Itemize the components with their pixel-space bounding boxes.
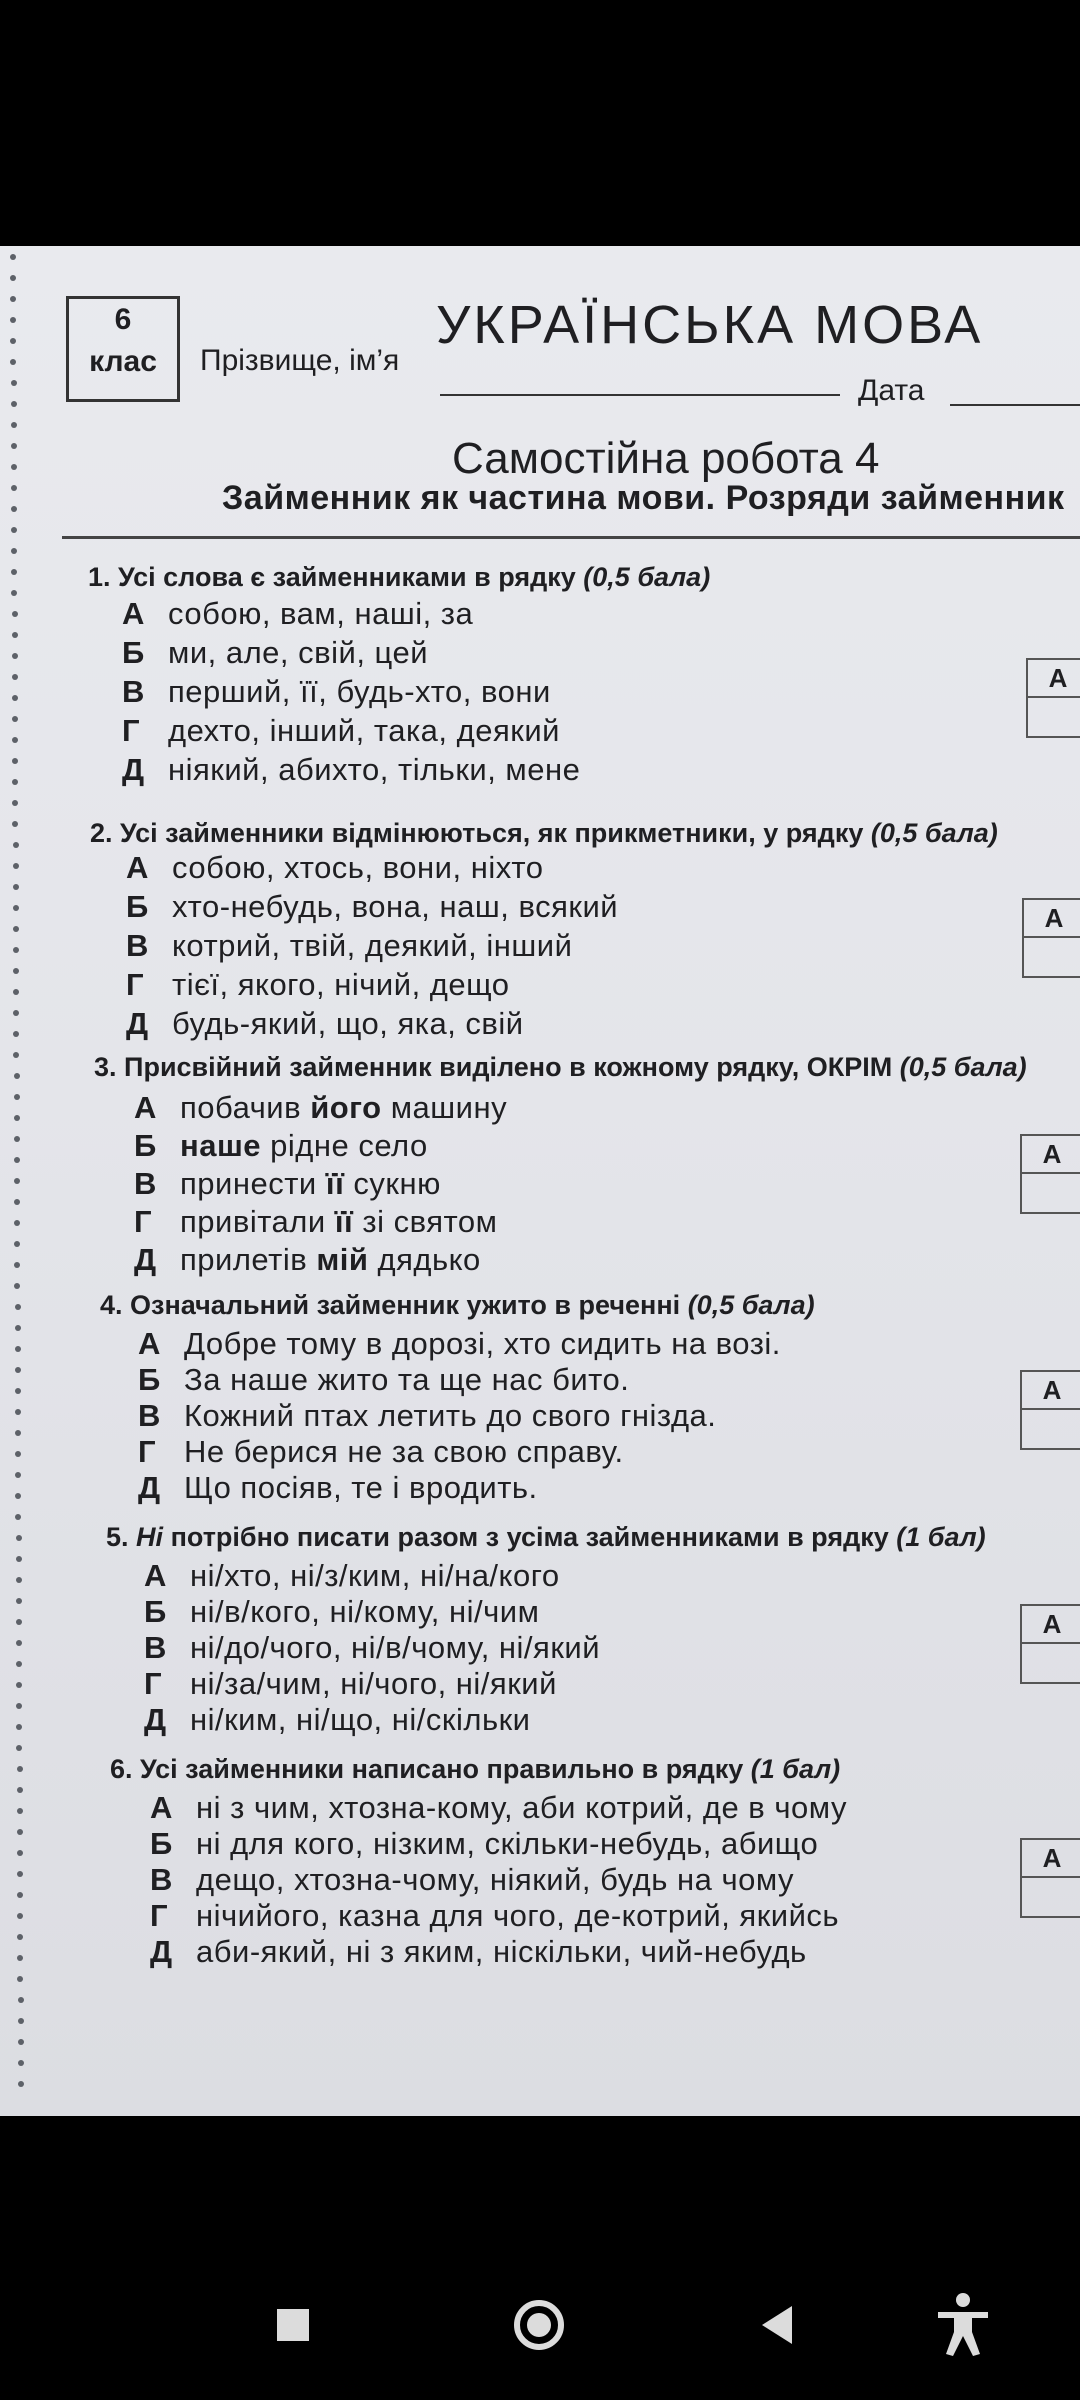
binding-hole — [17, 1808, 23, 1814]
binding-hole — [10, 317, 16, 323]
question-2-title — [90, 818, 998, 849]
binding-hole — [14, 1178, 20, 1184]
question-points: (1 бал) — [896, 1522, 986, 1552]
question-6-answer-box[interactable] — [1020, 1838, 1080, 1918]
option-text: собою, вам, наші, за — [168, 596, 474, 631]
option-letter: Д — [138, 1470, 161, 1505]
binding-hole — [15, 1472, 21, 1478]
option-letter: Г — [126, 967, 145, 1002]
option-letter: В — [138, 1398, 161, 1433]
binding-hole — [10, 296, 16, 302]
option-text: хто-небудь, вона, наш, всякий — [172, 889, 619, 924]
option-letter: Б — [126, 889, 149, 924]
answer-label: А — [1028, 660, 1080, 698]
binding-hole — [15, 1325, 21, 1331]
option-letter: В — [126, 928, 149, 963]
question-1-answer-box[interactable] — [1026, 658, 1080, 738]
option-text: ні/хто, ні/з/ким, ні/на/кого — [190, 1558, 560, 1593]
binding-hole — [11, 506, 17, 512]
question-5-option-e[interactable] — [144, 1702, 530, 1738]
option-letter: А — [144, 1558, 167, 1593]
question-number: 2. — [90, 818, 113, 848]
binding-hole — [18, 2060, 24, 2066]
binding-hole — [17, 1955, 23, 1961]
binding-hole — [18, 2081, 24, 2087]
binding-hole — [15, 1388, 21, 1394]
question-number: 5. — [106, 1522, 129, 1552]
binding-hole — [13, 968, 19, 974]
question-2-answer-box[interactable] — [1022, 898, 1080, 978]
option-letter: Б — [122, 635, 145, 670]
question-3-answer-box[interactable] — [1020, 1134, 1080, 1214]
binding-hole — [14, 1199, 20, 1205]
option-highlighted-word: наше — [180, 1128, 262, 1163]
question-1-title — [88, 562, 710, 593]
question-text: Усі займенники написано правильно в рядку — [140, 1754, 744, 1784]
name-line — [440, 394, 840, 396]
question-3-option-e[interactable] — [134, 1242, 481, 1278]
binding-hole — [13, 989, 19, 995]
grade-word: клас — [89, 345, 157, 378]
option-letter: Б — [150, 1826, 173, 1861]
option-letter: Д — [150, 1934, 173, 1969]
option-letter: А — [138, 1326, 161, 1361]
question-1-option-b[interactable] — [122, 635, 428, 671]
option-text-pre: прилетів — [180, 1242, 317, 1277]
question-number: 4. — [100, 1290, 123, 1320]
question-text: Присвійний займенник виділено в кожному рядку, ОКРІМ — [124, 1052, 893, 1082]
question-1-option-a[interactable] — [122, 596, 473, 632]
question-keyword-ni: Ні — [136, 1522, 164, 1552]
binding-holes — [6, 246, 22, 2116]
question-3-option-a[interactable] — [134, 1090, 507, 1126]
binding-hole — [15, 1514, 21, 1520]
binding-hole — [14, 1094, 20, 1100]
question-number: 1. — [88, 562, 111, 592]
question-2-option-e[interactable] — [126, 1006, 524, 1042]
option-letter: В — [150, 1862, 173, 1897]
answer-label: А — [1022, 1372, 1080, 1410]
option-letter: А — [122, 596, 145, 631]
binding-hole — [10, 275, 16, 281]
option-text: ніякий, абихто, тільки, мене — [168, 752, 581, 787]
binding-hole — [18, 2018, 24, 2024]
option-letter: В — [144, 1630, 167, 1665]
binding-hole — [14, 1241, 20, 1247]
binding-hole — [14, 1220, 20, 1226]
option-text-pre: побачив — [180, 1090, 311, 1125]
question-4-title — [100, 1290, 815, 1321]
question-2-option-d[interactable] — [126, 967, 510, 1003]
binding-hole — [17, 1829, 23, 1835]
option-text-post: машину — [381, 1090, 508, 1125]
question-text: потрібно писати разом з усіма займенниками в рядку — [170, 1522, 889, 1552]
answer-label: А — [1024, 900, 1080, 938]
binding-hole — [12, 695, 18, 701]
binding-hole — [10, 254, 16, 260]
binding-hole — [13, 1010, 19, 1016]
question-4-option-e[interactable] — [138, 1470, 538, 1506]
question-6-option-c[interactable] — [150, 1862, 794, 1898]
binding-hole — [15, 1346, 21, 1352]
binding-hole — [15, 1451, 21, 1457]
option-text: ні/ким, ні/що, ні/скільки — [190, 1702, 531, 1737]
option-highlighted-word: її — [325, 1166, 345, 1201]
binding-hole — [11, 464, 17, 470]
answer-label: А — [1022, 1606, 1080, 1644]
binding-hole — [11, 485, 17, 491]
option-letter: В — [122, 674, 145, 709]
binding-hole — [14, 1073, 20, 1079]
option-text: перший, її, будь-хто, вони — [168, 674, 551, 709]
date-label: Дата — [858, 374, 925, 407]
option-text: ми, але, свій, цей — [168, 635, 429, 670]
binding-hole — [13, 905, 19, 911]
grade-number: 6 — [114, 303, 132, 336]
accessibility-icon — [918, 2280, 1008, 2370]
binding-hole — [11, 422, 17, 428]
binding-hole — [11, 548, 17, 554]
option-text: ні/до/чого, ні/в/чому, ні/який — [190, 1630, 601, 1665]
binding-hole — [11, 569, 17, 575]
question-3-title — [94, 1052, 1027, 1083]
option-letter: Д — [134, 1242, 157, 1277]
question-text: Усі слова є займенниками в рядку — [118, 562, 576, 592]
binding-hole — [15, 1493, 21, 1499]
subject-title: УКРАЇНСЬКА МОВА — [436, 295, 984, 355]
option-text-pre: привітали — [180, 1204, 335, 1239]
question-6-option-e[interactable] — [150, 1934, 807, 1970]
option-letter: Г — [144, 1666, 163, 1701]
binding-hole — [17, 1976, 23, 1982]
question-4-option-a[interactable] — [138, 1326, 781, 1362]
option-letter: В — [134, 1166, 157, 1201]
option-text: дехто, інший, така, деякий — [168, 713, 560, 748]
answer-label: А — [1022, 1840, 1080, 1878]
option-highlighted-word: її — [334, 1204, 354, 1239]
binding-hole — [13, 863, 19, 869]
option-text-post: дядько — [368, 1242, 481, 1277]
option-letter: Д — [122, 752, 145, 787]
binding-hole — [13, 947, 19, 953]
option-text-pre: принести — [180, 1166, 326, 1201]
question-5-option-d[interactable] — [144, 1666, 557, 1702]
date-line — [950, 404, 1080, 406]
accessibility-button[interactable] — [918, 2280, 1008, 2370]
option-highlighted-word: мій — [316, 1242, 369, 1277]
binding-hole — [17, 1892, 23, 1898]
option-letter: Г — [138, 1434, 157, 1469]
binding-hole — [16, 1682, 22, 1688]
option-text: собою, хтось, вони, ніхто — [172, 850, 544, 885]
question-points: (0,5 бала) — [899, 1052, 1027, 1082]
binding-hole — [13, 926, 19, 932]
option-letter: Б — [138, 1362, 161, 1397]
option-text-post: зі святом — [353, 1204, 498, 1239]
binding-hole — [11, 527, 17, 533]
question-4-answer-box[interactable] — [1020, 1370, 1080, 1450]
binding-hole — [16, 1598, 22, 1604]
question-4-option-d[interactable] — [138, 1434, 624, 1470]
option-text: аби-який, ні з яким, ніскільки, чий-небудь — [196, 1934, 807, 1969]
question-6-option-b[interactable] — [150, 1826, 818, 1862]
binding-hole — [17, 1766, 23, 1772]
option-text: Кожний птах летить до свого гнізда. — [184, 1398, 717, 1433]
work-title: Самостійна робота 4 — [452, 434, 880, 483]
option-highlighted-word: його — [310, 1090, 382, 1125]
option-letter: А — [134, 1090, 157, 1125]
binding-hole — [12, 611, 18, 617]
binding-hole — [15, 1367, 21, 1373]
back-button[interactable] — [734, 2280, 824, 2370]
binding-hole — [11, 380, 17, 386]
option-text: ні з чим, хтозна-кому, аби котрий, де в чому — [196, 1790, 847, 1825]
option-text: ні для кого, нізким, скільки-небудь, абищо — [196, 1826, 819, 1861]
recents-button[interactable] — [248, 2280, 338, 2370]
binding-hole — [17, 1850, 23, 1856]
worksheet-page — [0, 246, 1080, 2116]
binding-hole — [17, 1871, 23, 1877]
option-letter: Г — [150, 1898, 169, 1933]
header-divider — [62, 536, 1080, 539]
triangle-icon — [734, 2280, 824, 2370]
binding-hole — [18, 1997, 24, 2003]
binding-hole — [17, 1787, 23, 1793]
binding-hole — [17, 1934, 23, 1940]
question-2-option-c[interactable] — [126, 928, 572, 964]
question-2-option-a[interactable] — [126, 850, 543, 886]
binding-hole — [10, 359, 16, 365]
square-icon — [248, 2280, 338, 2370]
option-letter: Б — [144, 1594, 167, 1629]
work-subtitle: Займенник як частина мови. Розряди займенник — [222, 479, 1065, 517]
question-points: (1 бал) — [750, 1754, 841, 1784]
option-letter: Д — [126, 1006, 149, 1041]
binding-hole — [13, 842, 19, 848]
option-letter: А — [126, 850, 149, 885]
binding-hole — [12, 758, 18, 764]
binding-hole — [16, 1577, 22, 1583]
binding-hole — [12, 821, 18, 827]
option-text: тієї, якого, нічий, дещо — [172, 967, 510, 1002]
binding-hole — [15, 1304, 21, 1310]
question-2-option-b[interactable] — [126, 889, 618, 925]
option-text: За наше жито та ще нас бито. — [184, 1362, 630, 1397]
binding-hole — [12, 653, 18, 659]
circle-icon — [494, 2280, 584, 2370]
binding-hole — [16, 1661, 22, 1667]
binding-hole — [14, 1115, 20, 1121]
option-letter: Б — [134, 1128, 157, 1163]
binding-hole — [12, 674, 18, 680]
question-6-title — [110, 1754, 840, 1785]
option-letter: А — [150, 1790, 173, 1825]
binding-hole — [14, 1283, 20, 1289]
option-letter: Д — [144, 1702, 167, 1737]
option-text: будь-який, що, яка, свій — [172, 1006, 524, 1041]
binding-hole — [17, 1913, 23, 1919]
option-text: ні/в/кого, ні/кому, ні/чим — [190, 1594, 540, 1629]
binding-hole — [15, 1409, 21, 1415]
question-1-option-c[interactable] — [122, 674, 551, 710]
home-button[interactable] — [494, 2280, 584, 2370]
option-text: Добре тому в дорозі, хто сидить на возі. — [184, 1326, 781, 1361]
question-points: (0,5 бала) — [687, 1290, 815, 1320]
binding-hole — [12, 632, 18, 638]
binding-hole — [13, 1052, 19, 1058]
binding-hole — [12, 737, 18, 743]
option-text: Що посіяв, те і вродить. — [184, 1470, 538, 1505]
answer-label: А — [1022, 1136, 1080, 1174]
option-text: ні/за/чим, ні/чого, ні/який — [190, 1666, 557, 1701]
option-text-post: сукню — [344, 1166, 441, 1201]
question-5-option-a[interactable] — [144, 1558, 560, 1594]
binding-hole — [15, 1430, 21, 1436]
binding-hole — [16, 1640, 22, 1646]
option-text: Не берися не за свою справу. — [184, 1434, 624, 1469]
binding-hole — [14, 1157, 20, 1163]
question-1-option-e[interactable] — [122, 752, 580, 788]
binding-hole — [11, 590, 17, 596]
binding-hole — [13, 884, 19, 890]
binding-hole — [12, 779, 18, 785]
question-4-option-b[interactable] — [138, 1362, 629, 1398]
binding-hole — [14, 1136, 20, 1142]
binding-hole — [16, 1745, 22, 1751]
binding-hole — [18, 2039, 24, 2045]
binding-hole — [11, 443, 17, 449]
question-5-answer-box[interactable] — [1020, 1604, 1080, 1684]
question-3-option-b[interactable] — [134, 1128, 428, 1164]
option-letter: Г — [134, 1204, 153, 1239]
binding-hole — [16, 1703, 22, 1709]
binding-hole — [13, 1031, 19, 1037]
question-1-option-d[interactable] — [122, 713, 560, 749]
question-number: 3. — [94, 1052, 117, 1082]
android-nav-bar — [0, 2250, 1080, 2400]
question-4-option-c[interactable] — [138, 1398, 716, 1434]
option-text-post: рідне село — [261, 1128, 428, 1163]
question-points: (0,5 бала) — [870, 818, 998, 848]
question-5-option-c[interactable] — [144, 1630, 600, 1666]
question-points: (0,5 бала) — [583, 562, 711, 592]
question-6-option-d[interactable] — [150, 1898, 839, 1934]
option-text: котрий, твій, деякий, інший — [172, 928, 573, 963]
binding-hole — [16, 1535, 22, 1541]
binding-hole — [16, 1724, 22, 1730]
grade-box — [66, 296, 180, 402]
binding-hole — [10, 338, 16, 344]
question-3-option-c[interactable] — [134, 1166, 441, 1202]
question-text: Усі займенники відмінюються, як прикметники, у рядку — [120, 818, 864, 848]
option-text: дещо, хтозна-чому, ніякий, будь на чому — [196, 1862, 795, 1897]
binding-hole — [16, 1619, 22, 1625]
binding-hole — [11, 401, 17, 407]
binding-hole — [16, 1556, 22, 1562]
binding-hole — [12, 800, 18, 806]
question-5-title — [106, 1522, 986, 1553]
binding-hole — [12, 716, 18, 722]
question-number: 6. — [110, 1754, 133, 1784]
question-3-option-d[interactable] — [134, 1204, 497, 1240]
question-6-option-a[interactable] — [150, 1790, 847, 1826]
question-text: Означальний займенник ужито в реченні — [130, 1290, 681, 1320]
question-5-option-b[interactable] — [144, 1594, 539, 1630]
name-label: Прізвище, ім’я — [200, 344, 400, 377]
option-text: нічийого, казна для чого, де-котрий, якийсь — [196, 1898, 840, 1933]
binding-hole — [14, 1262, 20, 1268]
option-letter: Г — [122, 713, 141, 748]
